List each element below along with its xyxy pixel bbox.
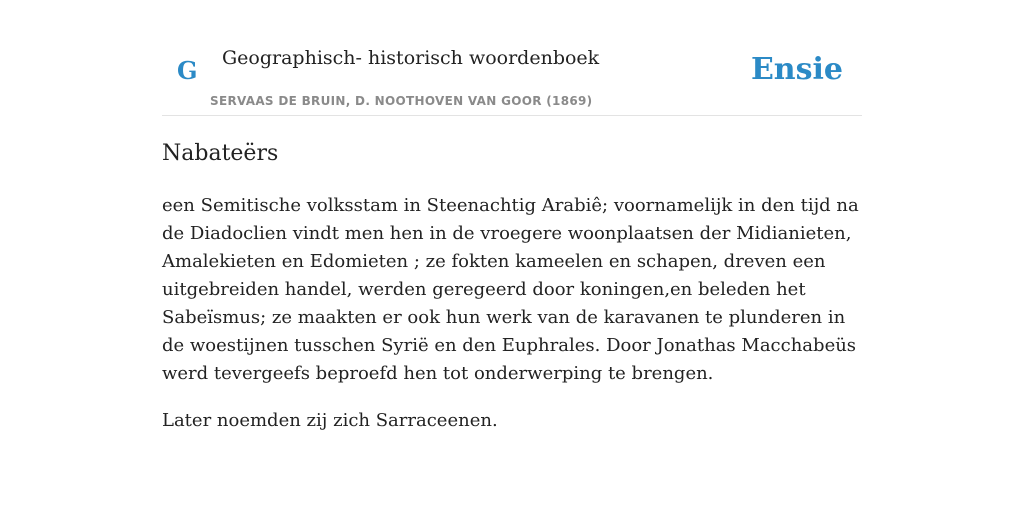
entry-body [162, 192, 862, 454]
entry-paragraph: een Semitische volksstam in Steenachtig Arabiê; voornamelijk in den tijd na de Diadoclien vindt men hen in de vroegere woonplaatsen der Midianieten, Amalekieten en Edomieten ; ze fokten kameelen en schapen, dreven een uitgebreiden handel, werden geregeerd door koningen,en beleden het Sabeïsmus; ze maakten er ook hun werk van de karavanen te plunderen in de woestijnen tusschen Syrië en den Euphrales. Door Jonathas Macchabeüs werd tevergeefs beproefd hen tot onderwerping te brengen. [162, 195, 859, 384]
book-letter-badge[interactable]: G [177, 56, 198, 85]
header [162, 0, 862, 116]
book-title[interactable]: Geographisch- historisch woordenboek [222, 47, 600, 69]
entry-paragraph: Later noemden zij zich Sarraceenen. [162, 410, 498, 431]
brand-logo[interactable]: Ensie [750, 52, 843, 87]
entry-title: Nabateërs [162, 141, 279, 166]
book-authors: SERVAAS DE BRUIN, D. NOOTHOVEN VAN GOOR (1869) [210, 94, 593, 108]
page [162, 0, 862, 431]
